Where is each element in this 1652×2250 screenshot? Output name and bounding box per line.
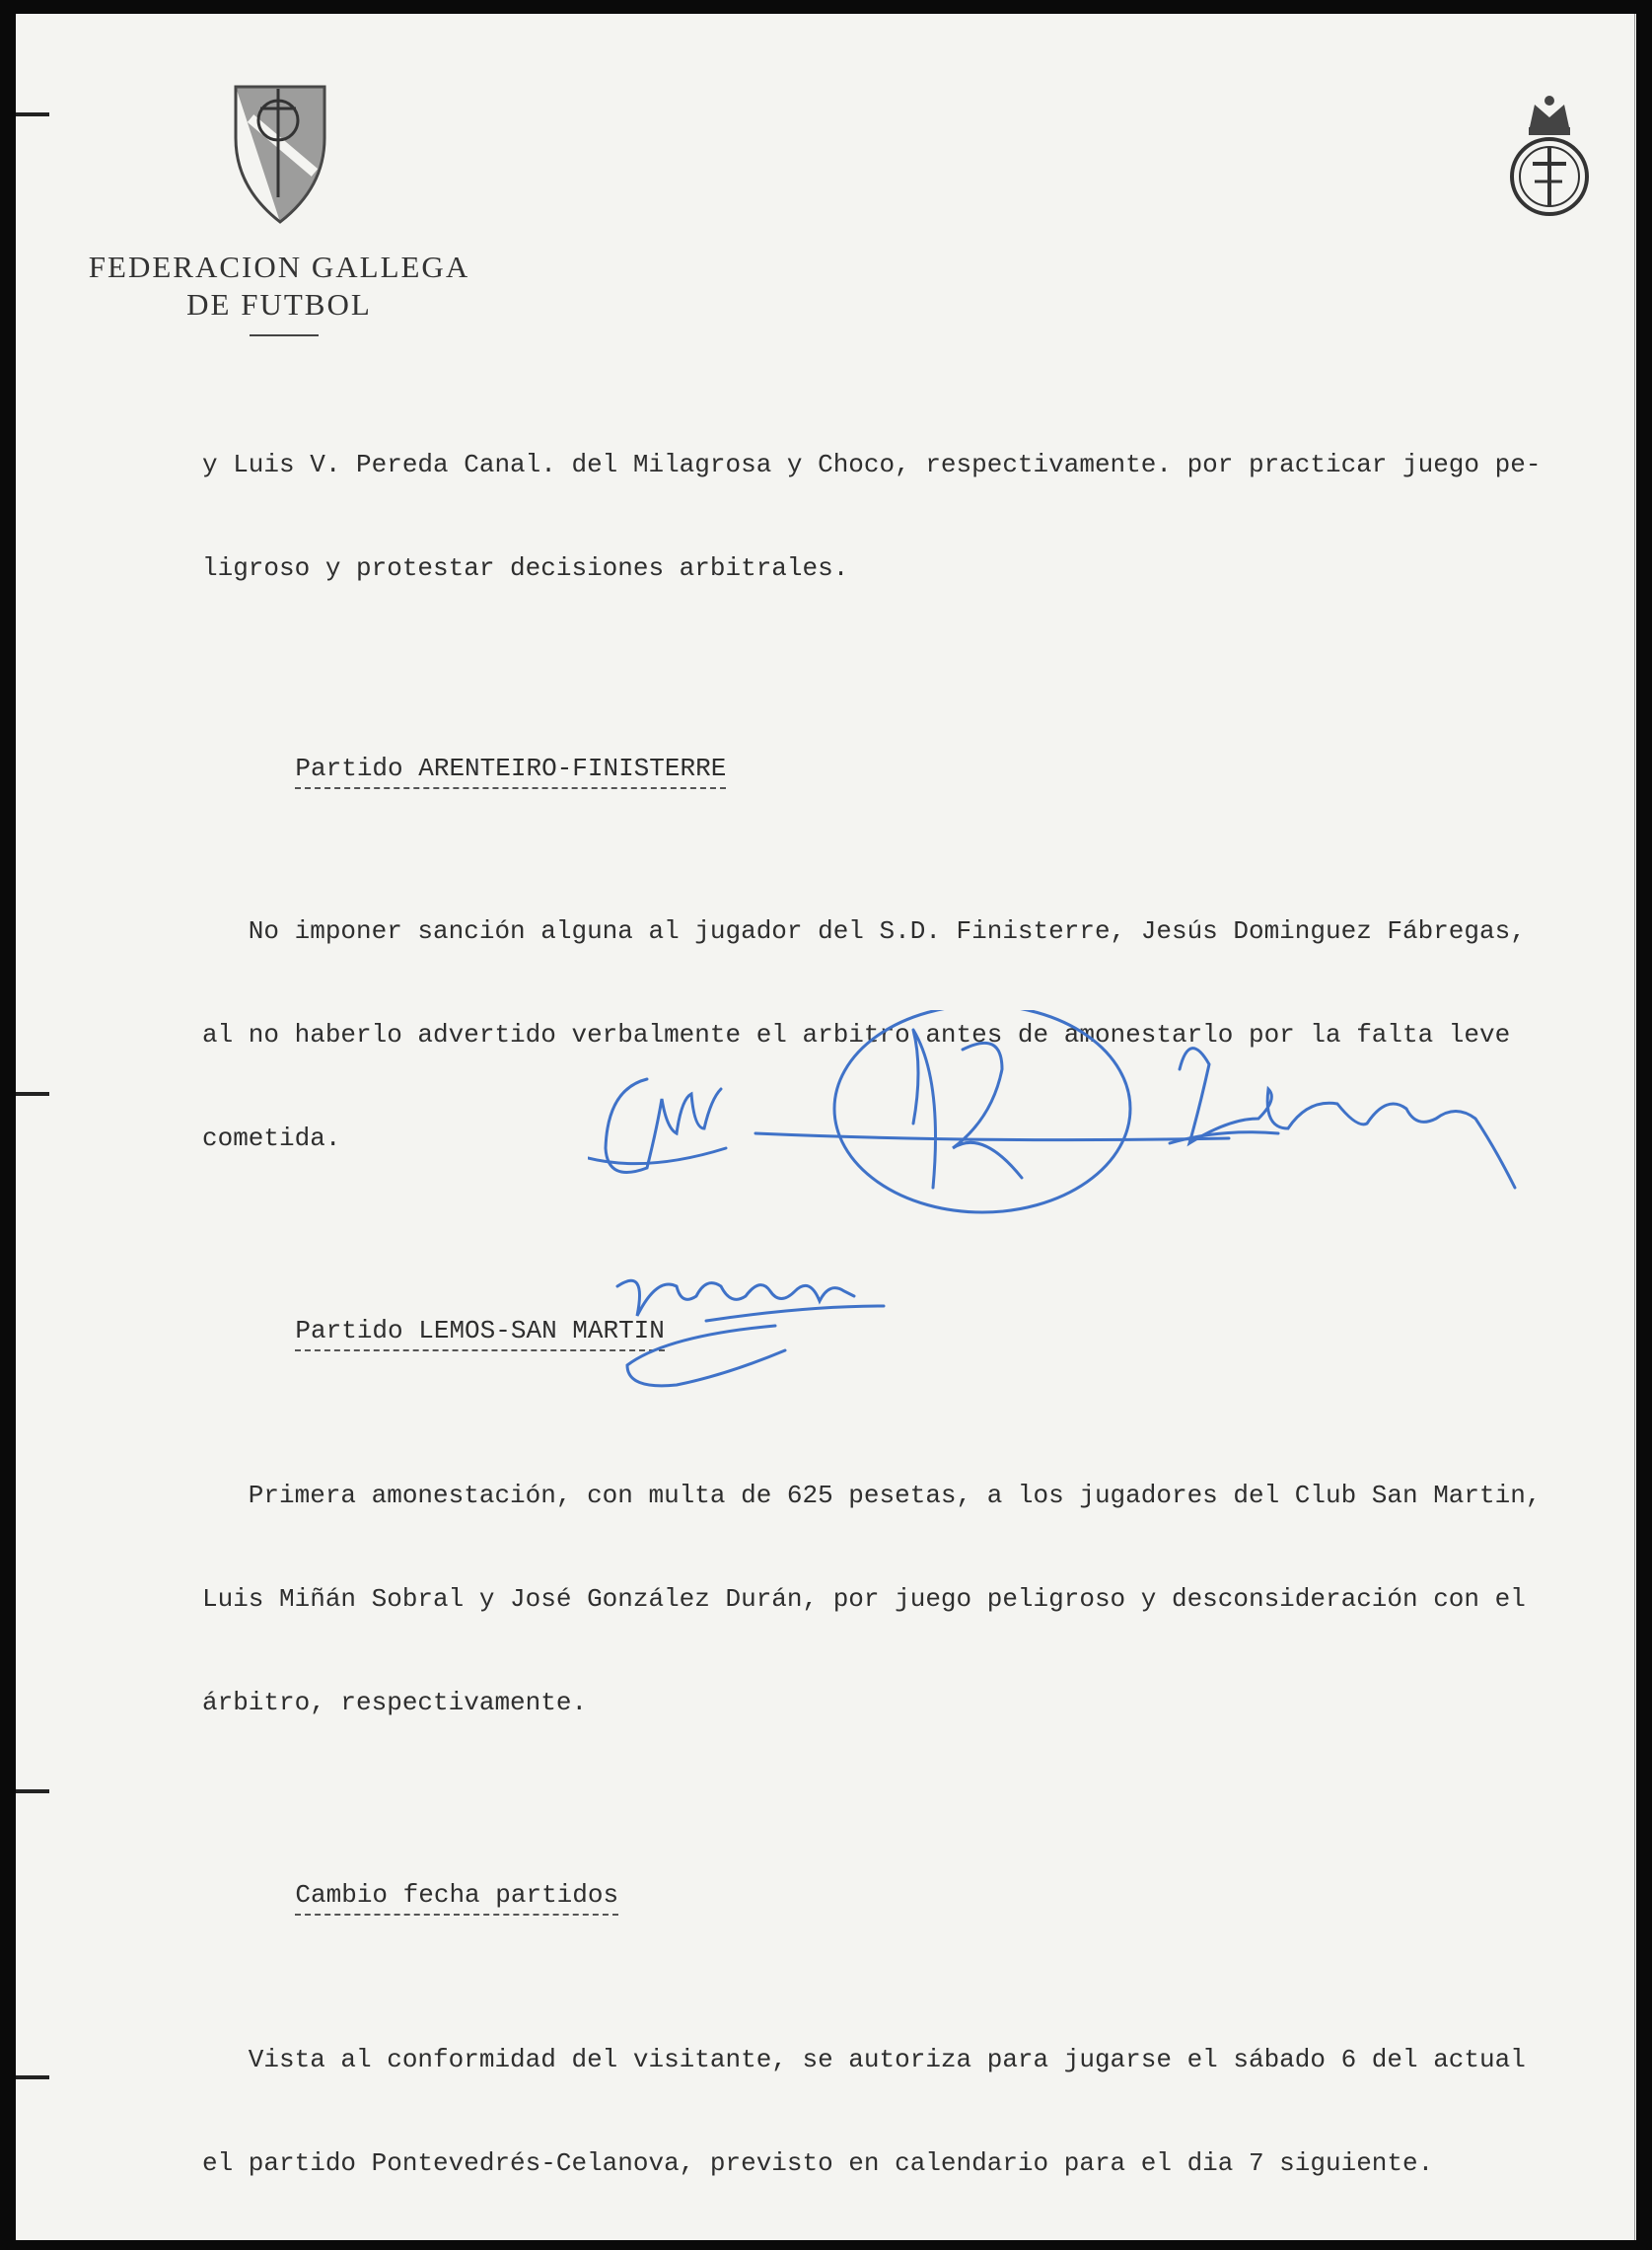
federation-name-line1: FEDERACION GALLEGA — [88, 250, 470, 284]
signatures — [588, 1010, 1535, 1410]
section-line: cometida. — [202, 1124, 341, 1153]
section-line: Luis Miñán Sobral y José González Durán, por juego peligroso y desconsideración con el — [202, 1584, 1526, 1614]
binder-mark — [16, 1092, 49, 1096]
crest-icon — [231, 79, 329, 232]
section-line: el partido Pontevedrés-Celanova, previsto en calendario para el dia 7 siguiente. — [202, 2148, 1434, 2178]
intro-line: y Luis V. Pereda Canal. del Milagrosa y Choco, respectivamente. por practicar juego pe- — [202, 450, 1542, 479]
section-line: No imponer sanción alguna al jugador del S.D. Finisterre, Jesús Dominguez Fábregas, — [202, 916, 1526, 946]
federation-name-line2: DE FUTBOL — [186, 287, 372, 322]
letterhead-rule — [250, 334, 319, 336]
section-line: Primera amonestación, con multa de 625 pesetas, a los jugadores del Club San Martin, — [202, 1481, 1542, 1510]
section-line: árbitro, respectivamente. — [202, 1688, 588, 1717]
binder-mark — [16, 1789, 49, 1793]
signature-2 — [755, 1010, 1229, 1212]
intro-line: ligroso y protestar decisiones arbitrales. — [202, 553, 849, 583]
signature-1 — [588, 1079, 726, 1173]
section-heading: Cambio fecha partidos — [295, 1878, 618, 1916]
signature-4 — [617, 1280, 884, 1386]
signature-3 — [1170, 1049, 1515, 1188]
document-page — [16, 14, 1636, 2240]
section-line: Vista al conformidad del visitante, se autoriza para jugarse el sábado 6 del actual — [202, 2045, 1526, 2074]
section-heading: Partido ARENTEIRO-FINISTERRE — [295, 752, 726, 789]
section-heading: Partido LEMOS-SAN MARTIN — [295, 1314, 664, 1351]
crowned-crest-icon — [1505, 93, 1594, 226]
section-line: al no haberlo advertido verbalmente el arbitro antes de amonestarlo por la falta leve — [202, 1020, 1511, 1050]
binder-mark — [16, 2075, 49, 2079]
federation-name — [77, 249, 481, 324]
paper-edge — [1634, 14, 1635, 2240]
binder-mark — [16, 112, 49, 116]
